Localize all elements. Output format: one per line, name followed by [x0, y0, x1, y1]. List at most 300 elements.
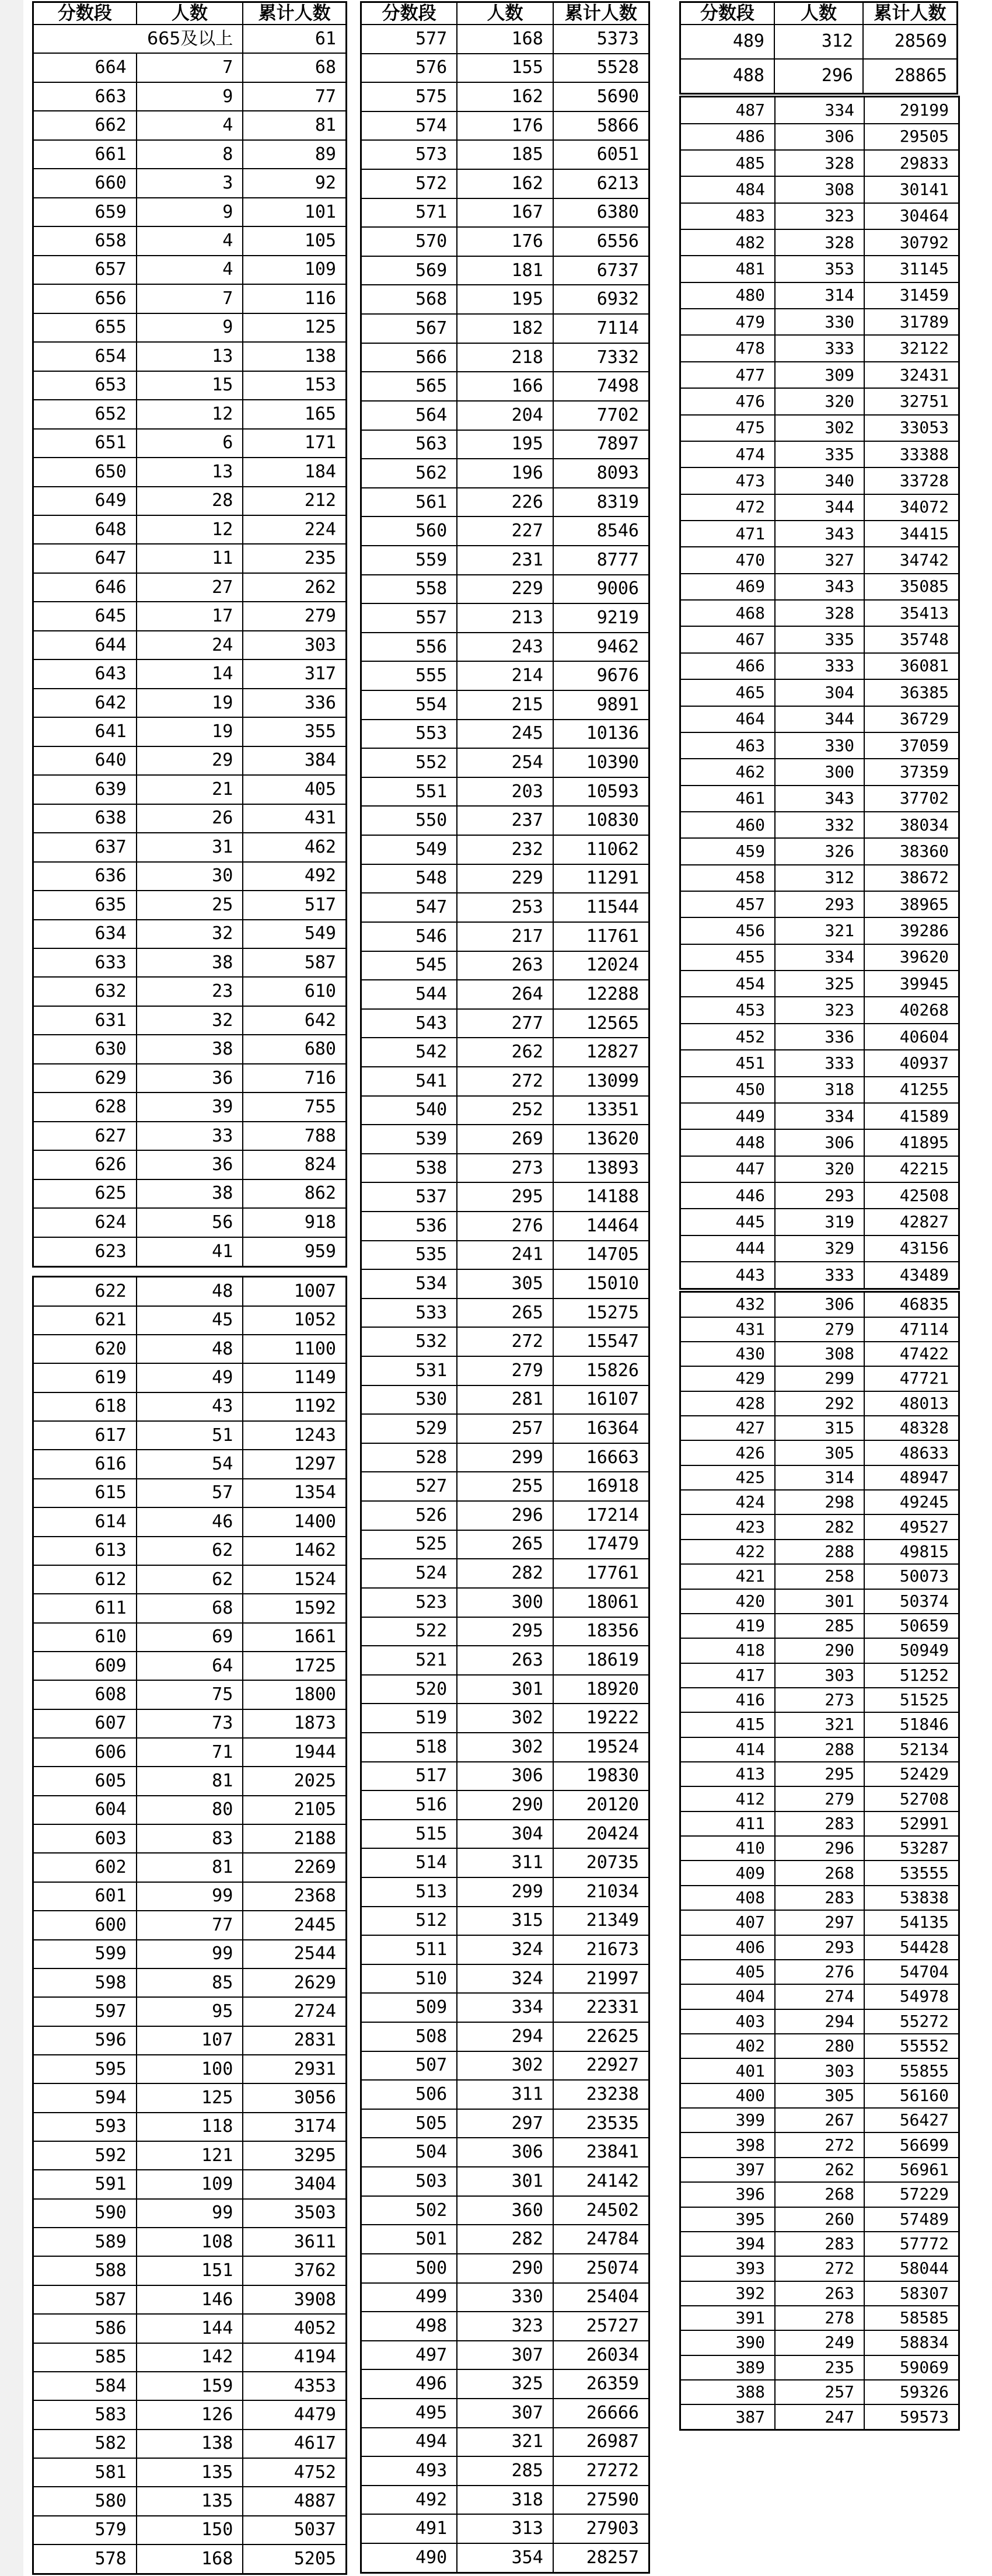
score-cell: 536	[361, 1212, 457, 1241]
count-cell: 8	[137, 140, 243, 169]
count-cell: 320	[775, 388, 864, 414]
score-cell: 452	[680, 1024, 776, 1050]
count-cell: 241	[457, 1241, 553, 1270]
cumulative-cell: 23535	[553, 2109, 649, 2138]
count-cell: 69	[137, 1623, 243, 1652]
count-cell: 313	[457, 2514, 553, 2543]
score-cell: 664	[33, 53, 137, 82]
table-row	[361, 2109, 649, 2138]
count-cell: 302	[457, 1704, 553, 1733]
cumulative-cell: 61	[243, 25, 346, 53]
count-cell: 306	[775, 1292, 864, 1317]
score-cell: 537	[361, 1182, 457, 1212]
score-cell: 467	[680, 626, 776, 652]
score-cell: 445	[680, 1209, 776, 1235]
score-cell: 396	[680, 2182, 776, 2207]
score-cell: 617	[33, 1421, 137, 1450]
table-row	[33, 746, 347, 775]
cumulative-cell: 29833	[864, 150, 959, 176]
table-row	[361, 140, 649, 169]
cumulative-cell: 14188	[553, 1182, 649, 1212]
count-cell: 9	[137, 313, 243, 342]
score-cell: 516	[361, 1790, 457, 1820]
table-row	[680, 59, 958, 94]
cumulative-cell: 13099	[553, 1067, 649, 1096]
table-row	[361, 401, 649, 430]
count-cell: 14	[137, 659, 243, 688]
count-cell: 30	[137, 862, 243, 891]
header-row	[680, 2, 958, 25]
table-row	[361, 1762, 649, 1791]
cumulative-cell: 55552	[864, 2034, 959, 2058]
table-row	[361, 1356, 649, 1385]
count-cell: 326	[775, 838, 864, 864]
table-row	[680, 2380, 959, 2404]
count-cell: 81	[137, 1767, 243, 1795]
count-cell: 146	[137, 2285, 243, 2314]
table-row	[361, 633, 649, 662]
score-cell: 551	[361, 777, 457, 807]
cumulative-cell: 1944	[243, 1738, 346, 1767]
cumulative-cell: 58585	[864, 2306, 959, 2330]
cumulative-cell: 42508	[864, 1182, 959, 1209]
count-cell: 48	[137, 1277, 243, 1306]
table-row	[361, 661, 649, 690]
score-cell: 597	[33, 1997, 137, 2026]
score-cell: 657	[33, 256, 137, 284]
cumulative-cell: 5373	[553, 25, 649, 54]
score-cell: 429	[680, 1366, 776, 1391]
count-cell: 328	[775, 229, 864, 256]
table-row	[33, 891, 347, 919]
score-cell: 389	[680, 2355, 776, 2380]
score-cell: 420	[680, 1589, 776, 1614]
score-cell: 583	[33, 2400, 137, 2429]
score-cell: 410	[680, 1836, 776, 1861]
score-cell: 530	[361, 1385, 457, 1415]
count-cell: 36	[137, 1064, 243, 1092]
table-row	[33, 1709, 347, 1738]
score-cell: 451	[680, 1050, 776, 1076]
count-cell: 344	[775, 494, 864, 521]
table-row	[680, 1292, 959, 1317]
table-row	[680, 1712, 959, 1737]
count-cell: 276	[457, 1212, 553, 1241]
score-cell: 621	[33, 1306, 137, 1335]
count-cell: 29	[137, 746, 243, 775]
count-cell: 125	[137, 2083, 243, 2112]
score-cell: 495	[361, 2399, 457, 2428]
cumulative-cell: 54135	[864, 1910, 959, 1935]
cumulative-cell: 4887	[243, 2487, 346, 2515]
table-row	[33, 2516, 347, 2544]
cumulative-cell: 40268	[864, 997, 959, 1023]
count-cell: 330	[457, 2283, 553, 2312]
table-row	[361, 1269, 649, 1299]
table-row	[361, 835, 649, 864]
table-row	[33, 1064, 347, 1092]
table-row	[33, 689, 347, 717]
score-cell: 493	[361, 2456, 457, 2486]
count-cell: 293	[775, 891, 864, 917]
table-row	[361, 2022, 649, 2051]
count-cell: 264	[457, 980, 553, 1009]
cumulative-cell: 1592	[243, 1594, 346, 1622]
score-cell: 465	[680, 679, 776, 706]
count-cell: 290	[457, 2254, 553, 2283]
header-cell: 分数段	[680, 2, 775, 25]
score-cell: 527	[361, 1472, 457, 1501]
cumulative-cell: 56160	[864, 2083, 959, 2108]
count-cell: 268	[775, 2182, 864, 2207]
table-row	[680, 256, 959, 282]
table-row	[680, 1156, 959, 1182]
count-cell: 257	[775, 2380, 864, 2404]
table-row	[680, 1103, 959, 1129]
score-table-right-block-2	[679, 96, 960, 1290]
score-cell: 474	[680, 441, 776, 467]
score-cell: 501	[361, 2225, 457, 2254]
score-cell: 505	[361, 2109, 457, 2138]
table-row	[680, 494, 959, 521]
header-cell: 分数段	[33, 2, 137, 25]
score-cell: 596	[33, 2026, 137, 2055]
cumulative-cell: 9219	[553, 603, 649, 633]
count-cell: 159	[137, 2372, 243, 2400]
score-cell: 406	[680, 1935, 776, 1960]
cumulative-cell: 755	[243, 1092, 346, 1121]
score-cell: 480	[680, 282, 776, 309]
cumulative-cell: 235	[243, 544, 346, 573]
cumulative-cell: 5866	[553, 111, 649, 141]
cumulative-cell: 40604	[864, 1024, 959, 1050]
score-cell: 472	[680, 494, 776, 521]
cumulative-cell: 23841	[553, 2138, 649, 2167]
count-cell: 273	[775, 1688, 864, 1712]
cumulative-cell: 81	[243, 111, 346, 139]
cumulative-cell: 6556	[553, 227, 649, 256]
score-cell: 491	[361, 2514, 457, 2543]
count-cell: 185	[457, 140, 553, 169]
count-cell: 336	[775, 1024, 864, 1050]
cumulative-cell: 48328	[864, 1416, 959, 1440]
score-cell: 424	[680, 1490, 776, 1514]
score-cell: 640	[33, 746, 137, 775]
table-row	[680, 653, 959, 679]
score-cell: 638	[33, 804, 137, 833]
cumulative-cell: 3611	[243, 2228, 346, 2256]
score-cell: 456	[680, 917, 776, 944]
count-cell: 299	[457, 1443, 553, 1472]
cumulative-cell: 862	[243, 1179, 346, 1208]
count-cell: 138	[137, 2430, 243, 2458]
table-row	[33, 256, 347, 284]
score-cell: 518	[361, 1733, 457, 1762]
count-cell: 62	[137, 1565, 243, 1594]
score-cell: 562	[361, 459, 457, 488]
cumulative-cell: 24784	[553, 2225, 649, 2254]
count-cell: 335	[775, 626, 864, 652]
table-row	[680, 1836, 959, 1861]
cumulative-cell: 5528	[553, 54, 649, 83]
cumulative-cell: 56961	[864, 2158, 959, 2182]
score-cell: 650	[33, 458, 137, 486]
cumulative-cell: 3056	[243, 2083, 346, 2112]
cumulative-cell: 610	[243, 977, 346, 1006]
count-cell: 162	[457, 169, 553, 198]
cumulative-cell: 34072	[864, 494, 959, 521]
table-row	[33, 1997, 347, 2026]
table-row	[361, 1414, 649, 1443]
score-cell: 601	[33, 1882, 137, 1911]
count-cell: 333	[775, 1262, 864, 1289]
score-cell: 510	[361, 1964, 457, 1994]
table-row	[33, 2343, 347, 2372]
table-row	[680, 971, 959, 997]
score-cell: 507	[361, 2051, 457, 2081]
cumulative-cell: 2445	[243, 1911, 346, 1939]
count-cell: 23	[137, 977, 243, 1006]
cumulative-cell: 9462	[553, 633, 649, 662]
table-row	[33, 1306, 347, 1335]
count-cell: 315	[457, 1907, 553, 1936]
count-cell: 325	[775, 971, 864, 997]
count-cell: 81	[137, 1853, 243, 1882]
score-cell: 405	[680, 1960, 776, 1984]
table-row	[361, 1848, 649, 1877]
count-cell: 314	[775, 282, 864, 309]
score-cell: 579	[33, 2516, 137, 2544]
count-cell: 320	[775, 1156, 864, 1182]
count-cell: 258	[775, 1564, 864, 1589]
cumulative-cell: 38965	[864, 891, 959, 917]
count-cell: 321	[457, 2428, 553, 2457]
score-cell: 454	[680, 971, 776, 997]
table-row	[361, 1617, 649, 1646]
count-cell: 64	[137, 1652, 243, 1680]
table-row	[361, 111, 649, 141]
table-row	[361, 1299, 649, 1328]
count-cell: 305	[775, 2083, 864, 2108]
table-row	[680, 1564, 959, 1589]
table-row	[361, 2312, 649, 2341]
count-cell: 217	[457, 922, 553, 951]
count-cell: 45	[137, 1306, 243, 1335]
count-cell: 39	[137, 1092, 243, 1121]
count-cell: 334	[775, 1103, 864, 1129]
count-cell: 301	[457, 1675, 553, 1704]
cumulative-cell: 224	[243, 515, 346, 544]
cumulative-cell: 7702	[553, 401, 649, 430]
table-row	[361, 1733, 649, 1762]
table-row	[361, 285, 649, 314]
count-cell: 302	[457, 2051, 553, 2081]
count-cell: 62	[137, 1537, 243, 1565]
count-cell: 19	[137, 689, 243, 717]
cumulative-cell: 59573	[864, 2404, 959, 2430]
cumulative-cell: 16364	[553, 1414, 649, 1443]
count-cell: 13	[137, 342, 243, 371]
score-cell: 574	[361, 111, 457, 141]
count-cell: 168	[137, 2544, 243, 2574]
cumulative-cell: 37359	[864, 759, 959, 785]
score-cell: 572	[361, 169, 457, 198]
cumulative-cell: 49245	[864, 1490, 959, 1514]
score-cell: 390	[680, 2330, 776, 2355]
table-row	[680, 2058, 959, 2083]
table-row	[33, 977, 347, 1006]
table-row	[680, 1886, 959, 1910]
cumulative-cell: 27272	[553, 2456, 649, 2486]
score-cell: 473	[680, 467, 776, 494]
count-cell: 214	[457, 661, 553, 690]
score-cell: 544	[361, 980, 457, 1009]
score-cell: 546	[361, 922, 457, 951]
score-cell: 552	[361, 748, 457, 777]
count-cell: 33	[137, 1122, 243, 1150]
table-row	[361, 516, 649, 546]
count-cell: 344	[775, 706, 864, 732]
cumulative-cell: 41589	[864, 1103, 959, 1129]
score-cell: 564	[361, 401, 457, 430]
table-row	[33, 1738, 347, 1767]
score-cell: 586	[33, 2314, 137, 2343]
score-cell: 388	[680, 2380, 776, 2404]
table-row	[33, 2113, 347, 2141]
table-row	[680, 2281, 959, 2306]
score-cell: 633	[33, 948, 137, 977]
cumulative-cell: 125	[243, 313, 346, 342]
count-cell: 100	[137, 2055, 243, 2083]
count-cell: 343	[775, 574, 864, 600]
cumulative-cell: 52991	[864, 1811, 959, 1836]
count-cell: 4	[137, 226, 243, 255]
cumulative-cell: 56699	[864, 2132, 959, 2157]
count-cell: 296	[774, 59, 863, 94]
table-row	[680, 2256, 959, 2281]
cumulative-cell: 1243	[243, 1421, 346, 1450]
cumulative-cell: 55272	[864, 2009, 959, 2034]
table-row	[361, 1443, 649, 1472]
table-row	[33, 833, 347, 861]
table-row	[680, 1638, 959, 1663]
score-cell: 643	[33, 659, 137, 688]
score-cell: 615	[33, 1479, 137, 1507]
table-row	[680, 1050, 959, 1076]
score-cell: 478	[680, 335, 776, 361]
cumulative-cell: 262	[243, 573, 346, 602]
cumulative-cell: 13620	[553, 1125, 649, 1154]
count-cell: 301	[457, 2167, 553, 2196]
cumulative-cell: 20424	[553, 1820, 649, 1849]
count-cell: 311	[457, 2080, 553, 2109]
score-cell: 655	[33, 313, 137, 342]
score-cell: 604	[33, 1796, 137, 1824]
score-cell: 534	[361, 1269, 457, 1299]
score-cell: 525	[361, 1530, 457, 1559]
score-cell: 532	[361, 1327, 457, 1356]
table-row	[33, 2026, 347, 2055]
table-row	[361, 951, 649, 980]
count-cell: 12	[137, 515, 243, 544]
table-row	[33, 2487, 347, 2515]
cumulative-cell: 171	[243, 429, 346, 458]
cumulative-cell: 1400	[243, 1507, 346, 1536]
score-cell: 415	[680, 1712, 776, 1737]
score-cell: 402	[680, 2034, 776, 2058]
score-cell: 423	[680, 1514, 776, 1539]
table-row	[33, 1363, 347, 1392]
score-cell: 576	[361, 54, 457, 83]
table-row	[361, 1241, 649, 1270]
table-row	[33, 1680, 347, 1709]
cumulative-cell: 8093	[553, 459, 649, 488]
table-row	[33, 2285, 347, 2314]
score-cell: 468	[680, 600, 776, 626]
count-cell: 330	[775, 309, 864, 335]
score-cell: 613	[33, 1537, 137, 1565]
count-cell: 288	[775, 1737, 864, 1762]
count-cell: 257	[457, 1414, 553, 1443]
cumulative-cell: 116	[243, 284, 346, 313]
table-row	[680, 1490, 959, 1514]
count-cell: 226	[457, 488, 553, 517]
cumulative-cell: 30464	[864, 203, 959, 229]
cumulative-cell: 5037	[243, 2516, 346, 2544]
count-cell: 335	[775, 441, 864, 467]
count-cell: 182	[457, 314, 553, 343]
table-row	[361, 227, 649, 256]
cumulative-cell: 28569	[863, 25, 958, 59]
table-row	[33, 2256, 347, 2285]
cumulative-cell: 1052	[243, 1306, 346, 1335]
score-cell: 425	[680, 1465, 776, 1490]
table-row	[680, 150, 959, 176]
table-row	[33, 198, 347, 226]
count-cell: 121	[137, 2141, 243, 2170]
score-cell: 538	[361, 1154, 457, 1183]
count-cell: 263	[457, 951, 553, 980]
score-table-right-block-3	[679, 1291, 960, 2431]
count-cell: 38	[137, 1179, 243, 1208]
count-cell: 253	[457, 893, 553, 922]
cumulative-cell: 824	[243, 1150, 346, 1179]
count-cell: 312	[775, 865, 864, 891]
table-row	[33, 1450, 347, 1478]
cumulative-cell: 1297	[243, 1450, 346, 1478]
cumulative-cell: 26034	[553, 2341, 649, 2370]
cumulative-cell: 6213	[553, 169, 649, 198]
cumulative-cell: 50949	[864, 1638, 959, 1663]
table-row	[361, 1067, 649, 1096]
score-cell: 575	[361, 82, 457, 111]
cumulative-cell: 52134	[864, 1737, 959, 1762]
score-cell: 600	[33, 1911, 137, 1939]
cumulative-cell: 15826	[553, 1356, 649, 1385]
cumulative-cell: 279	[243, 602, 346, 630]
cumulative-cell: 1007	[243, 1277, 346, 1306]
count-cell: 262	[457, 1038, 553, 1067]
cumulative-cell: 14705	[553, 1241, 649, 1270]
cumulative-cell: 8319	[553, 488, 649, 517]
table-row	[33, 1006, 347, 1035]
score-cell: 448	[680, 1129, 776, 1156]
count-cell: 41	[137, 1237, 243, 1267]
table-row	[680, 1589, 959, 1614]
table-row	[680, 415, 959, 441]
score-cell: 566	[361, 343, 457, 372]
table-row	[680, 203, 959, 229]
